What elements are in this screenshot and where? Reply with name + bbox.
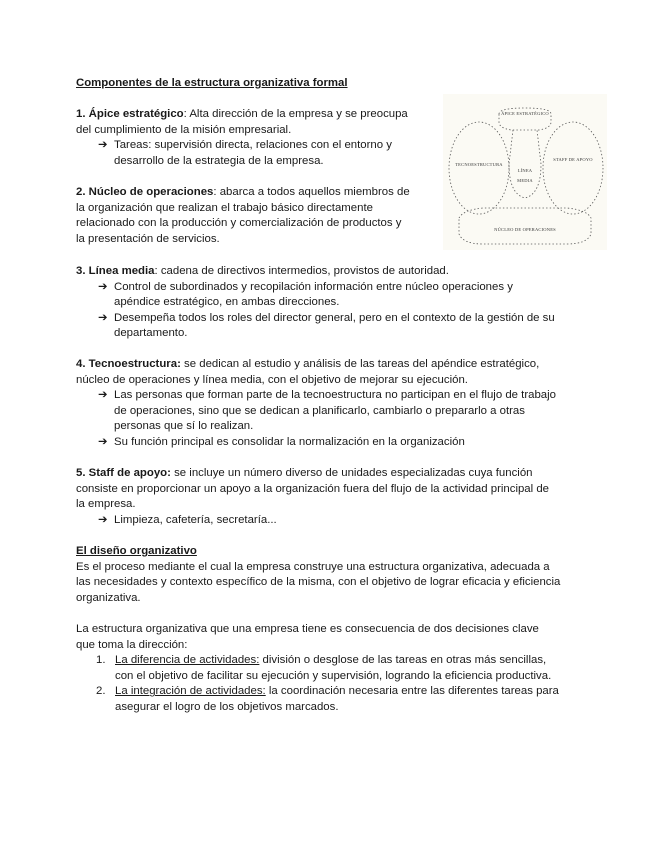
item-4-bullet-2: ➔ Su función principal es consolidar la normalización en la organización: [76, 435, 576, 451]
decision-term-1: La diferencia de actividades:: [115, 654, 260, 667]
component-item-3: [76, 264, 576, 342]
item-4-heading: 4. Tecnoestructura:: [76, 358, 181, 370]
decision-item-2: 2. La integración de actividades: la coordinación necesaria entre las diferentes tareas para asegurar el logro de los objetivos marcados.: [96, 685, 559, 713]
item-1-heading: 1. Ápice estratégico: [76, 108, 184, 120]
figure-label-line-2: MEDIA: [517, 178, 533, 183]
item-5-heading: 5. Staff de apoyo:: [76, 467, 171, 479]
item-4-line1: 4. Tecnoestructura: se dedican al estudio y análisis de las tareas del apéndice estratégico,: [76, 358, 540, 370]
item-2-heading: 2. Núcleo de operaciones: [76, 186, 214, 198]
item-3-line1: 3. Línea media: cadena de directivos intermedios, provistos de autoridad.: [76, 265, 449, 277]
support-staff-ellipse: [543, 122, 603, 214]
figure-label-line-1: LÍNEA: [517, 168, 533, 173]
figure-label-core: NÚCLEO DE OPERACIONES: [494, 227, 556, 232]
arrow-bullet-icon: ➔: [98, 513, 108, 526]
section-title-text: Componentes de la estructura organizativa formal: [76, 77, 348, 89]
item-1-line1: [76, 107, 436, 123]
section-title: [76, 76, 576, 92]
item-5-bullet-1: ➔ Limpieza, cafetería, secretaría...: [76, 513, 576, 529]
decision-term-2: La integración de actividades:: [115, 685, 266, 698]
item-1-line2: del cumplimiento de la misión empresarial.: [76, 123, 292, 136]
figure-label-staff: STAFF DE APOYO: [553, 157, 593, 162]
item-2-line1: 2. Núcleo de operaciones: abarca a todos aquellos miembros de: [76, 186, 410, 198]
arrow-bullet-icon: ➔: [98, 389, 108, 402]
arrow-bullet-icon: ➔: [98, 311, 108, 324]
item-3-bullet-2: ➔ Desempeña todos los roles del director general, pero en el contexto de la gestión de su departamento.: [98, 311, 555, 340]
operating-core-shape: [459, 208, 591, 244]
arrow-bullet-icon: ➔: [98, 435, 108, 448]
design-section-title: El diseño organizativo: [76, 545, 197, 557]
item-1-text: : Alta dirección de la empresa y se preocupa: [183, 108, 408, 120]
technostructure-ellipse: [449, 122, 509, 214]
component-item-4: 4. Tecnoestructura: se dedican al estudio y análisis de las tareas del apéndice estratégico, núcleo de operaciones y línea media, con el objetivo de mejorar su ejecución. ➔ Las personas que forman parte de la tecnoestructura no participan en el flujo de trabajo de operaciones, sino que se dedican a planificarlo, cambiarlo o prepararlo a otras personas que sí lo realizan. ➔ Su función principal es consolidar la normalización en la organización: [76, 357, 576, 451]
decision-item-1: 1. La diferencia de actividades: división o desglose de las tareas en otras más sencillas, con el objetivo de facilitar su ejecución y supervisión, logrando la eficiencia productiva.: [96, 654, 552, 682]
arrow-bullet-icon: ➔: [98, 139, 108, 152]
middle-line-shape: [509, 130, 541, 198]
item-5-line1: 5. Staff de apoyo: se incluye un número diverso de unidades especializadas cuya función: [76, 467, 533, 479]
figure-label-techno: TECNOESTRUCTURA: [455, 162, 503, 167]
component-item-1: [76, 107, 436, 169]
org-structure-diagram: [443, 94, 607, 250]
component-item-2: 2. Núcleo de operaciones: abarca a todos aquellos miembros de la organización que realizan el trabajo básico directamente relacionado con la producción y comercialización de productos y la presentación de servicios.: [76, 185, 436, 247]
org-structure-figure: [443, 94, 607, 250]
design-section: El diseño organizativo Es el proceso mediante el cual la empresa construye una estructura organizativa, adecuada a las necesidades y contexto específico de la misma, con el objetivo de lograr eficacia y eficiencia organizativa.: [76, 544, 576, 606]
design-decisions: La estructura organizativa que una empresa tiene es consecuencia de dos decisiones clave que toma la dirección: 1. La diferencia de actividades: división o desglose de las tareas en otras más sencillas, con el objetivo de facilitar su ejecución y supervisión, logrando la eficiencia productiva. 2. La integración de actividades: la coordinación necesaria entre las diferentes tareas para asegurar el logro de los objetivos marcados.: [76, 622, 576, 716]
item-3-bullet-1: ➔ Control de subordinados y recopilación información entre núcleo operaciones y apéndice estratégico, en ambas direcciones.: [98, 280, 513, 309]
item-4-bullet-1: ➔ Las personas que forman parte de la tecnoestructura no participan en el flujo de trabajo de operaciones, sino que se dedican a planificarlo, cambiarlo o prepararlo a otras personas que sí lo realizan.: [98, 389, 556, 433]
arrow-bullet-icon: ➔: [98, 280, 108, 293]
component-item-5: 5. Staff de apoyo: se incluye un número diverso de unidades especializadas cuya función consiste en proporcionar un apoyo a la organización fuera del flujo de la actividad principal de la empresa. ➔ Limpieza, cafetería, secretaría...: [76, 466, 576, 528]
item-1-bullet-1: ➔ Tareas: supervisión directa, relaciones con el entorno y desarrollo de la estrategia de la empresa.: [98, 139, 392, 167]
figure-label-apex: ÁPICE ESTRATÉGICO: [501, 111, 549, 116]
item-3-heading: 3. Línea media: [76, 265, 155, 277]
